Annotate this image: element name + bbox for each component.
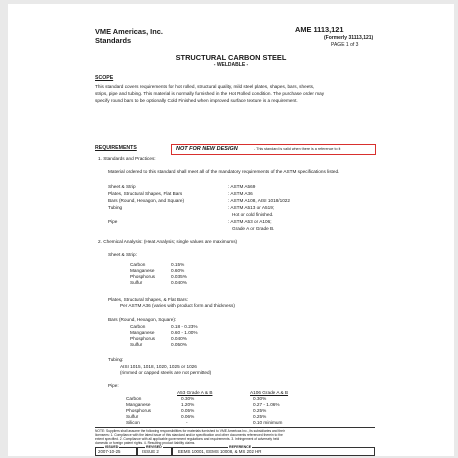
std-label: Bars (Round, Hexagon, and Square) (108, 198, 185, 203)
element-name: Carbon (130, 262, 146, 267)
std-value: : ASTM A569 (228, 184, 256, 189)
notice-main-text: NOT FOR NEW DESIGN (176, 146, 238, 152)
element-value: 0.60 - 1.00% (171, 330, 198, 335)
element-name: Phosphorus (130, 336, 156, 341)
department-name: Standards (95, 36, 132, 45)
element-name: Phosphorus (130, 274, 156, 279)
pipe-col-a53-header: A53 Grade A & B (177, 390, 213, 395)
element-name: Carbon (126, 396, 142, 401)
scope-heading: SCOPE (95, 75, 114, 81)
pipe-a106-value: 0.25% (253, 408, 267, 413)
pipe-a53-value: 0.05% (181, 408, 195, 413)
element-value: 0.15% (171, 262, 185, 267)
footer-revised-value: ISSUE 2 (142, 449, 159, 454)
scope-line-1: This standard covers requirements for hot rolled, structural quality, mild steel plates, shapes, bars, sheets, (95, 84, 315, 89)
std-value-cont: Grade A or Grade B. (232, 226, 275, 231)
document-subtitle: - WELDABLE - (213, 62, 249, 68)
std-value-cont: Hot or cold finished. (232, 212, 274, 217)
pipe-a53-value: 1.20% (181, 402, 195, 407)
element-value: 0.60% (171, 268, 185, 273)
std-label: Pipe (108, 219, 118, 224)
scope-line-2: strips, pipe and tubing. This material is normally furnished in the Hot Rolled condition. The purchase order may (95, 91, 325, 96)
note-line-1: NOTE: Suppliers shall assume the following responsibilities for materials furnished to VME Americas Inc., its subsidiaries and their (95, 429, 285, 433)
tubing-line-2: (rimmed or capped steels are not permitted) (120, 370, 212, 375)
element-value: 0.035% (171, 274, 187, 279)
std-value: : ASTM A513 or A519; (228, 205, 275, 210)
pipe-a53-value: 0.30% (181, 396, 195, 401)
element-name: Manganese (130, 330, 155, 335)
company-name: VME Americas, Inc. (95, 27, 163, 36)
note-line-3: extent specified. 2. Compliance with all applicable government regulations and requirements. 3. Infringement of adversely held (95, 437, 280, 441)
page-indicator: PAGE 1 of 3 (331, 42, 359, 48)
plates-note: Per ASTM A36 (varies with product form and thickness) (120, 303, 235, 308)
document-title: STRUCTURAL CARBON STEEL (175, 53, 287, 62)
element-name: Sulfur (130, 280, 143, 285)
pipe-label: Pipe: (108, 383, 119, 388)
element-name: Carbon (130, 324, 146, 329)
section-1-intro: Material ordered to this standard shall meet all of the mandatory requirements of the ASTM specifications listed. (108, 169, 340, 174)
element-value: 0.040% (171, 336, 187, 341)
section-1-heading: 1. Standards and Practices: (98, 156, 156, 161)
pipe-a53-value: - (186, 420, 188, 425)
former-document-number: (Formerly 31113,121) (324, 35, 374, 41)
footer-reference-label: REFERENCE (229, 445, 252, 449)
pipe-a106-value: 0.25% (253, 414, 267, 419)
element-name: Sulfur (130, 342, 143, 347)
requirements-heading: REQUIREMENTS (95, 145, 137, 151)
std-value: : ASTM A108, AISI 1018/1022 (228, 198, 291, 203)
pipe-a106-value: 0.30% (253, 396, 267, 401)
pipe-col-a106-header: A106 Grade A & B (250, 390, 289, 395)
footer-issued-label: ISSUED (105, 445, 119, 449)
plates-label: Plates, Structural Shapes, & Flat Bars: (108, 297, 188, 302)
element-name: Sulfur (126, 414, 139, 419)
scope-line-3: specify round bars to be optionally Cold Finished when improved surface texture is a requirement. (95, 98, 298, 103)
note-line-4: domestic or foreign patent rights. 4. Resulting product liability claims. (95, 441, 196, 445)
note-line-2: licensees: 1. Compliance with the latest issue of this standard and/or specification and other documents referenced therein to the (95, 433, 283, 437)
element-value: 0.18 - 0.23% (171, 324, 198, 329)
element-name: Manganese (126, 402, 151, 407)
pipe-a106-value: 0.10 minimum (253, 420, 283, 425)
footer-revised-label: REVISED (146, 445, 162, 449)
note-divider (95, 427, 375, 428)
std-label: Sheet & Strip (108, 184, 136, 189)
element-name: Phosphorus (126, 408, 152, 413)
section-2-heading: 2. Chemical Analysis: (Heat Analysis; single values are maximums) (98, 239, 238, 244)
bars-label: Bars (Round, Hexagon, Square): (108, 317, 177, 322)
element-name: Manganese (130, 268, 155, 273)
std-value: : ASTM A36 (228, 191, 253, 196)
sheet-strip-label: Sheet & Strip: (108, 252, 137, 257)
document-number: AME 1113,121 (295, 25, 344, 34)
pipe-a106-value: 0.27 - 1.06% (253, 402, 280, 407)
element-value: 0.040% (171, 280, 187, 285)
footer-issued-value: 2007-10-25 (98, 449, 121, 454)
notice-sub-text: - This standard is valid when there is a reference to it (254, 147, 341, 151)
element-value: 0.050% (171, 342, 187, 347)
element-name: Silicon (126, 420, 140, 425)
footer-reference-value: EEMS 10001, EEMS 10008, & MS 202 HR (178, 449, 262, 454)
std-value: : ASTM A53 or A106; (228, 219, 272, 224)
tubing-label: Tubing: (108, 357, 124, 362)
document-page (8, 4, 454, 456)
pipe-a53-value: 0.06% (181, 414, 195, 419)
std-label: Plates, Structural Shapes, Flat Bars (108, 191, 183, 196)
std-label: Tubing (108, 205, 123, 210)
tubing-line-1: AISI 1015, 1018, 1020, 1025 or 1026 (120, 364, 197, 369)
